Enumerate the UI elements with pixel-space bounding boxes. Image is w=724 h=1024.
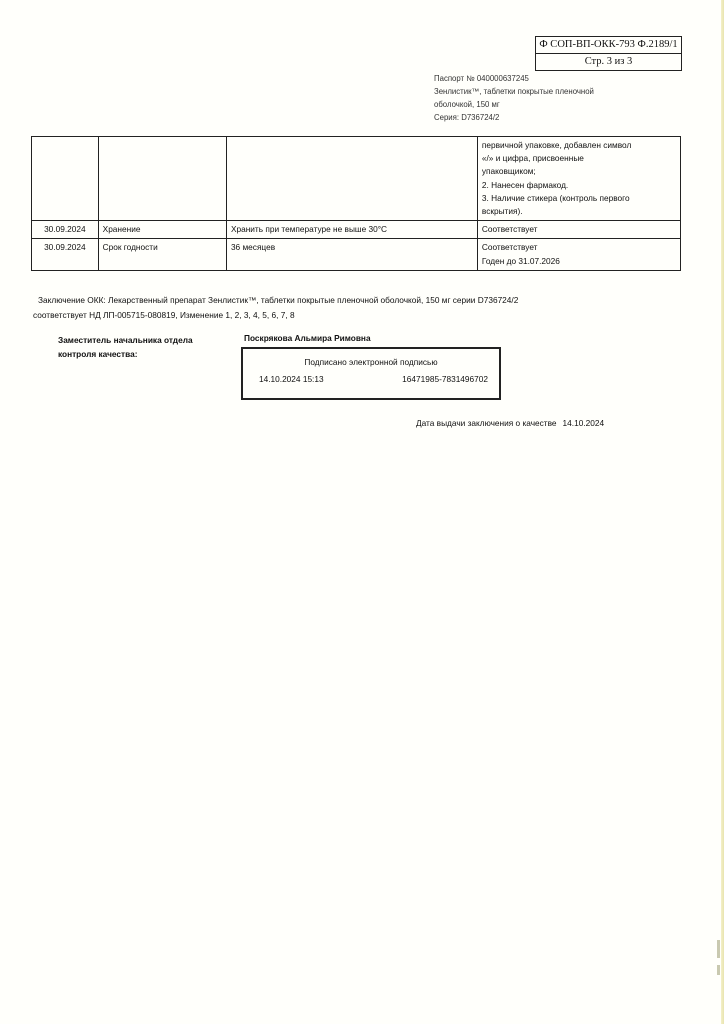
row-result [477,239,680,270]
passport-number: Паспорт № 040000637245 [434,74,529,83]
row-date: 30.09.2024 [32,221,99,239]
passport-product-line2: оболочкой, 150 мг [434,100,500,109]
issue-date: 14.10.2024 [562,418,605,428]
passport-product-line1: Зенлистик™, таблетки покрытые пленочной [434,87,594,96]
row-result [477,221,680,239]
results-table [31,136,681,271]
conclusion-line1: Заключение ОКК: Лекарственный препарат Зенлистик™, таблетки покрытые пленочной оболочкой, 150 мг серии D736724/2 [38,295,519,305]
row-parameter: Срок годности [98,239,226,270]
issue-date-line [416,418,604,428]
signature-cert-id: 16471985-7831496702 [402,374,488,384]
table-row [32,221,681,239]
electronic-signature-box [241,347,501,400]
table-cell-continuation [477,137,680,221]
table-row [32,239,681,270]
table-cell [32,137,99,221]
continuation-line: вскрытия). [481,206,523,217]
table-cell [226,137,477,221]
scan-artifact [717,940,720,958]
conclusion [33,293,673,322]
continuation-line: первичной упаковке, добавлен символ [481,140,632,150]
conclusion-line2: соответствует НД ЛП-005715-080819, Изменение 1, 2, 3, 4, 5, 6, 7, 8 [33,309,295,320]
page-number: Стр. 3 из 3 [536,53,681,70]
row-date: 30.09.2024 [32,239,99,270]
row-result-line: Годен до 31.07.2026 [481,255,560,266]
issue-date-label: Дата выдачи заключения о качестве [416,418,557,428]
row-requirement: 36 месяцев [226,239,477,270]
continuation-line: «/» и цифра, присвоенные [481,153,584,164]
row-result-line: Соответствует [481,224,538,235]
scan-artifact [717,965,720,975]
continuation-line: упаковщиком; [481,166,536,177]
table-row-continuation [32,137,681,221]
signer-position-line1: Заместитель начальника отдела [58,335,193,345]
passport-series: Серия: D736724/2 [434,113,500,122]
form-code-box [535,36,682,71]
row-parameter: Хранение [98,221,226,239]
row-result-line: Соответствует [481,242,538,253]
continuation-line: 2. Нанесен фармакод. [481,179,569,190]
signature-title: Подписано электронной подписью [304,357,438,367]
signer-position [58,333,218,361]
row-requirement: Хранить при температуре не выше 30°С [226,221,477,239]
passport-header [434,72,634,124]
form-code: Ф СОП-ВП-ОКК-793 Ф.2189/1 [539,39,678,50]
signer-name: Поскрякова Альмира Римовна [244,333,371,343]
continuation-line: 3. Наличие стикера (контроль первого [481,192,630,203]
signer-position-line2: контроля качества: [58,349,138,359]
signature-datetime: 14.10.2024 15:13 [259,374,324,384]
table-cell [98,137,226,221]
